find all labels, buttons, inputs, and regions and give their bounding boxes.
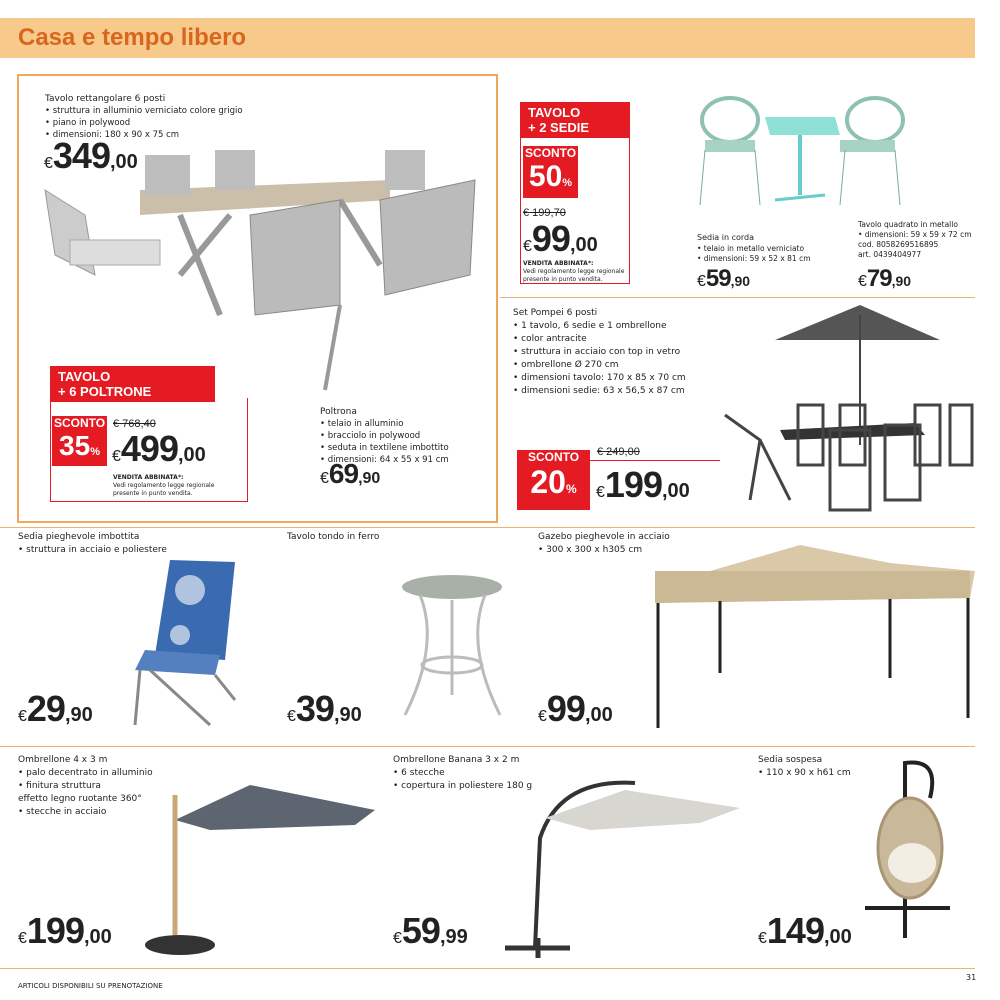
- bullet: • dimensioni sedie: 63 x 56,5 x 87 cm: [513, 386, 685, 396]
- note-line: presente in punto vendita.: [523, 276, 603, 283]
- price-dec: ,00: [83, 926, 112, 948]
- bullet: • struttura in acciaio con top in vetro: [513, 347, 681, 357]
- ombrellone43-desc: [18, 754, 153, 819]
- page-number: 31: [966, 973, 977, 982]
- tag-line: + 6 POLTRONE: [58, 384, 152, 399]
- bullet: • dimensioni: 64 x 55 x 91 cm: [320, 455, 449, 465]
- price-int: 99: [546, 688, 585, 729]
- bullet: • seduta in textilene imbottito: [320, 443, 449, 453]
- price-dec: ,90: [333, 704, 362, 726]
- bundle1-price: [112, 428, 206, 470]
- pompei-set-image: [720, 305, 980, 515]
- bullet: • 1 tavolo, 6 sedie e 1 ombrellone: [513, 321, 667, 331]
- bundle2-price: [523, 218, 598, 260]
- bundle2-tag: [520, 102, 630, 138]
- price-int: 79: [866, 265, 892, 292]
- bullet: • dimensioni: 59 x 59 x 72 cm: [858, 230, 972, 239]
- price-dec: ,00: [177, 444, 206, 466]
- note-line: Vedi regolamento legge regionale: [523, 268, 625, 275]
- sedia-corda-price: [697, 265, 750, 293]
- price-dec: ,00: [569, 234, 598, 256]
- bullet: • copertura in poliestere 180 g: [393, 781, 533, 791]
- sconto-label: SCONTO: [527, 450, 580, 464]
- price-int: 69: [328, 458, 359, 489]
- bullet: • dimensioni: 180 x 90 x 75 cm: [45, 130, 180, 140]
- discount-pct: 20: [530, 464, 566, 500]
- poltrona-price: [320, 458, 380, 490]
- bullet: • 110 x 90 x h61 cm: [758, 768, 851, 778]
- price-dec: ,90: [64, 704, 93, 726]
- note-title: VENDITA ABBINATA*:: [523, 260, 594, 267]
- currency: €: [320, 470, 329, 487]
- price-dec: ,00: [823, 926, 852, 948]
- price-dec: ,90: [891, 273, 912, 289]
- round-table-image: [400, 575, 505, 720]
- price-int: 199: [604, 464, 662, 505]
- sedia-pieghevole-desc: [18, 531, 167, 557]
- currency: €: [393, 930, 402, 947]
- price-int: 59: [705, 265, 731, 292]
- tag-line: TAVOLO: [528, 105, 581, 120]
- currency: €: [18, 708, 27, 725]
- footer-note: ARTICOLI DISPONIBILI SU PRENOTAZIONE: [18, 982, 163, 990]
- product-title: Sedia pieghevole imbottita: [18, 532, 140, 542]
- tavolo6-desc: [45, 93, 243, 141]
- sconto-label: SCONTO: [524, 146, 577, 160]
- product-title: Sedia in corda: [697, 233, 755, 242]
- product-title: Poltrona: [320, 407, 357, 417]
- discount-badge: [52, 416, 107, 466]
- hanging-chair-image: [860, 758, 960, 948]
- rope-chairs-table-image: [690, 95, 910, 215]
- section-header: [0, 18, 975, 58]
- product-title: Tavolo tondo in ferro: [287, 532, 380, 542]
- bullet: • dimensioni tavolo: 170 x 85 x 70 cm: [513, 373, 686, 383]
- bullet: • 6 stecche: [393, 768, 445, 778]
- tavolo-quadrato-desc: [858, 220, 972, 260]
- poltrona-desc: [320, 406, 449, 466]
- old-price: € 768,40: [113, 418, 156, 430]
- sedia-pieghevole-price: [18, 688, 93, 730]
- sedia-corda-desc: [697, 232, 811, 264]
- price-dec: ,99: [439, 926, 468, 948]
- note-line: Vedi regolamento legge regionale: [113, 482, 215, 489]
- bullet: • bracciolo in polywood: [320, 431, 421, 441]
- currency: €: [697, 273, 706, 290]
- bullet: • telaio in metallo verniciato: [697, 244, 805, 253]
- price-int: 59: [401, 910, 440, 951]
- tavolo-tondo-price: [287, 688, 362, 730]
- folding-chair-image: [130, 560, 245, 730]
- bullet: • color antracite: [513, 334, 587, 344]
- banana-price: [393, 910, 468, 952]
- pct-sign: %: [562, 177, 573, 189]
- bullet: art. 0439404977: [858, 250, 922, 259]
- bullet: • struttura in acciaio e poliestere: [18, 545, 167, 555]
- bullet: effetto legno ruotante 360°: [18, 794, 142, 804]
- divider: [500, 297, 975, 298]
- currency: €: [758, 930, 767, 947]
- sospesa-desc: [758, 754, 851, 780]
- currency: €: [44, 155, 53, 172]
- price-int: 349: [52, 135, 110, 176]
- pompei-price: [596, 464, 690, 506]
- bundle2-note: [523, 260, 624, 284]
- price-int: 149: [766, 910, 824, 951]
- tag-line: + 2 SEDIE: [528, 120, 590, 135]
- bullet: • stecche in acciaio: [18, 807, 107, 817]
- discount-pct: 35: [59, 430, 91, 461]
- price-dec: ,90: [730, 273, 751, 289]
- sospesa-price: [758, 910, 852, 952]
- old-price: € 249,00: [597, 446, 640, 458]
- price-dec: ,00: [109, 151, 138, 173]
- price-int: 29: [26, 688, 65, 729]
- ombrellone43-price: [18, 910, 112, 952]
- tag-line: TAVOLO: [58, 369, 111, 384]
- bundle1-note: [113, 474, 214, 498]
- bundle1-tag: [50, 366, 215, 402]
- price-int: 99: [531, 218, 570, 259]
- currency: €: [18, 930, 27, 947]
- product-title: Set Pompei 6 posti: [513, 308, 598, 318]
- divider: [0, 968, 975, 969]
- currency: €: [858, 273, 867, 290]
- pct-sign: %: [565, 482, 577, 496]
- bullet: • palo decentrato in alluminio: [18, 768, 153, 778]
- product-title: Ombrellone Banana 3 x 2 m: [393, 755, 520, 765]
- note-title: VENDITA ABBINATA*:: [113, 474, 184, 481]
- sconto-label: SCONTO: [53, 416, 106, 430]
- currency: €: [112, 448, 121, 465]
- product-title: Tavolo rettangolare 6 posti: [45, 94, 166, 104]
- product-title: Ombrellone 4 x 3 m: [18, 755, 108, 765]
- bullet: • dimensioni: 59 x 52 x 81 cm: [697, 254, 811, 263]
- discount-badge: [517, 450, 590, 510]
- bullet: cod. 8058269516895: [858, 240, 939, 249]
- red-rule: [590, 460, 720, 461]
- bullet: • piano in polywood: [45, 118, 131, 128]
- currency: €: [538, 708, 547, 725]
- cantilever-umbrella-image: [140, 780, 380, 960]
- product-title: Sedia sospesa: [758, 755, 823, 765]
- bullet: • finitura struttura: [18, 781, 101, 791]
- currency: €: [523, 238, 532, 255]
- note-line: presente in punto vendita.: [113, 490, 193, 497]
- table-chairs-image: [40, 145, 485, 395]
- divider: [0, 746, 975, 747]
- discount-badge: [523, 146, 578, 198]
- bullet: • ombrellone Ø 270 cm: [513, 360, 619, 370]
- product-title: Gazebo pieghevole in acciaio: [538, 532, 670, 542]
- bullet: • telaio in alluminio: [320, 419, 404, 429]
- tavolo-tondo-desc: [287, 531, 379, 543]
- currency: €: [596, 484, 605, 501]
- price-int: 39: [295, 688, 334, 729]
- currency: €: [287, 708, 296, 725]
- banana-umbrella-image: [500, 778, 745, 963]
- price-dec: ,00: [661, 480, 690, 502]
- bullet: • 300 x 300 x h305 cm: [538, 545, 643, 555]
- gazebo-image: [650, 543, 975, 733]
- gazebo-price: [538, 688, 613, 730]
- old-price: € 199,70: [523, 207, 566, 219]
- pompei-desc: [513, 307, 686, 398]
- divider: [0, 527, 975, 528]
- price-dec: ,90: [358, 470, 381, 487]
- tavolo-quadrato-price: [858, 265, 911, 293]
- price-int: 499: [120, 428, 178, 469]
- bullet: • struttura in alluminio verniciato colore grigio: [45, 106, 243, 116]
- price-int: 199: [26, 910, 84, 951]
- product-title: Tavolo quadrato in metallo: [858, 220, 958, 229]
- section-title: Casa e tempo libero: [18, 24, 247, 51]
- price-dec: ,00: [584, 704, 613, 726]
- pct-sign: %: [90, 446, 100, 458]
- discount-pct: 50: [528, 160, 563, 193]
